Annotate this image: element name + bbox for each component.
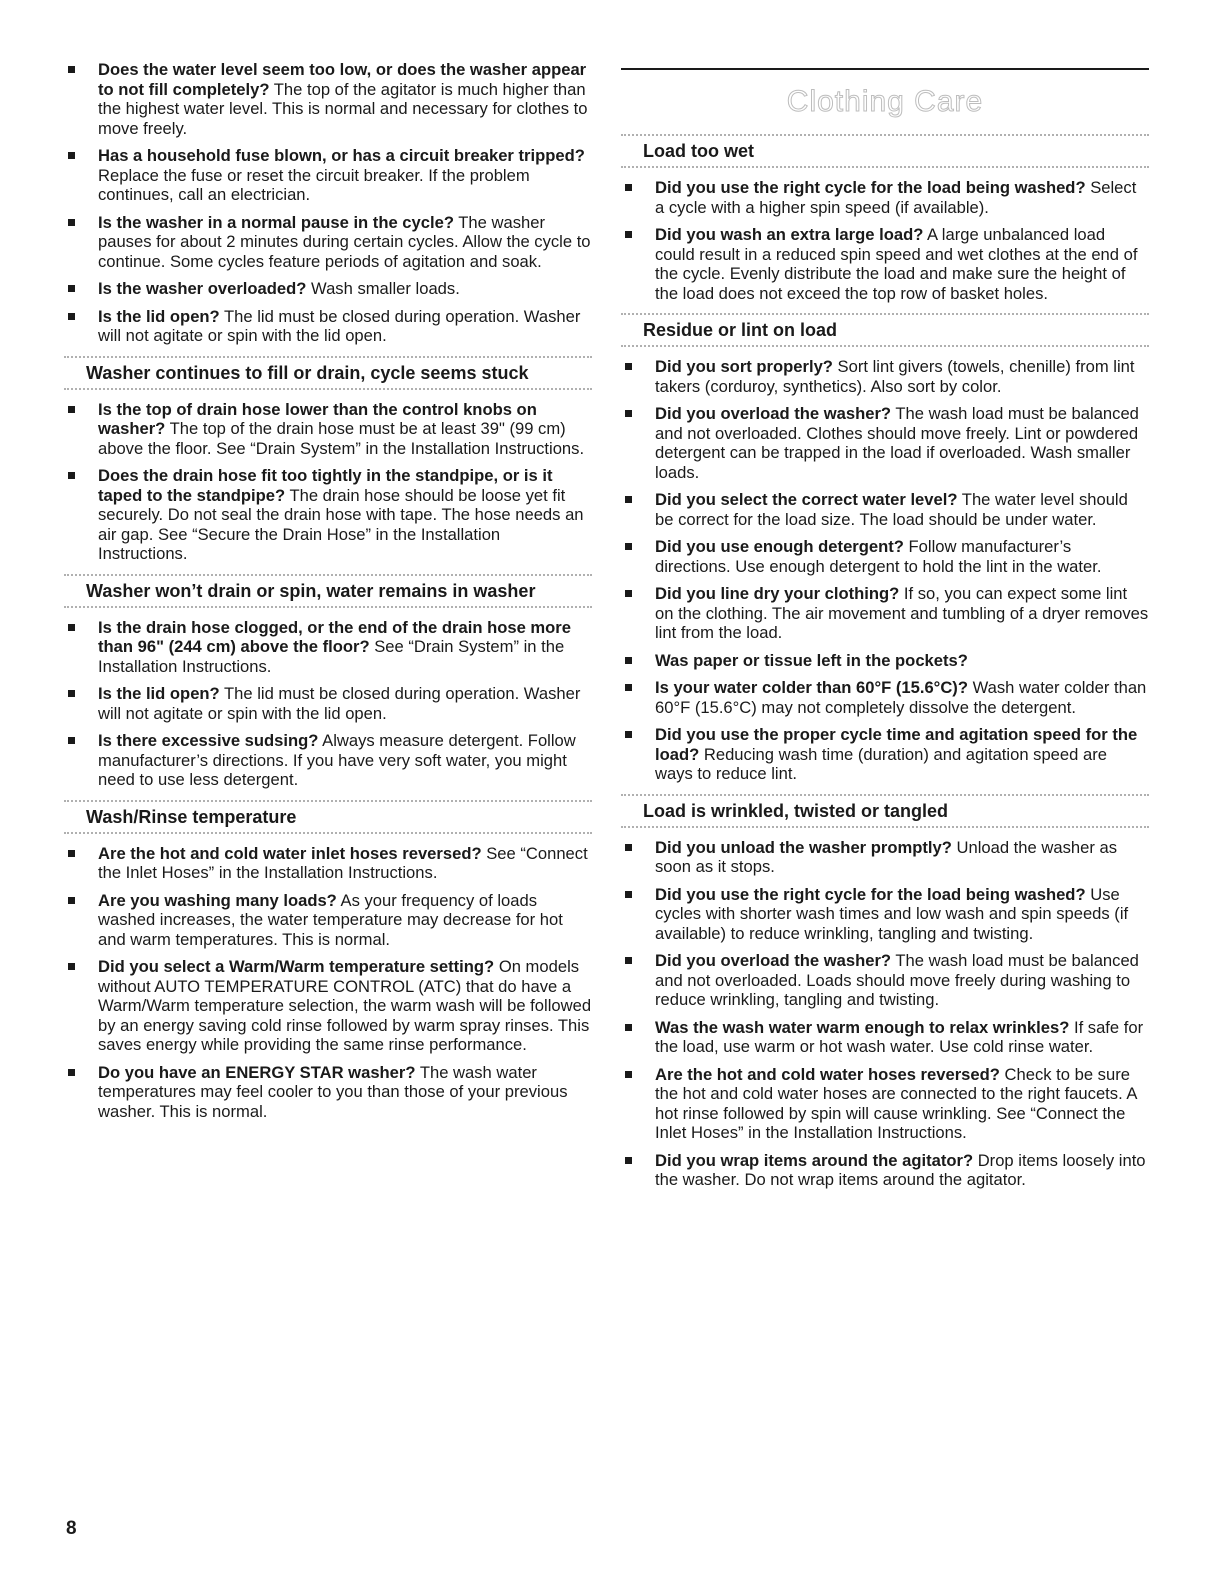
item-answer: Always measure detergent. Follow manufacturer’s directions. If you have very soft water, you might need to use less detergent. [98,731,576,789]
dotted-divider [621,826,1149,828]
dotted-divider [64,388,592,390]
list-item [64,400,592,459]
item-question: Did you use the proper cycle time and agitation speed for the load? [655,725,1138,764]
item-answer: Sort lint givers (towels, chenille) from lint takers (corduroy, synthetics). Also sort by color. [655,357,1135,396]
item-question: Does the drain hose fit too tightly in the standpipe, or is it taped to the standpipe? [98,466,553,505]
section-title-clothing-care: Clothing Care [786,85,984,118]
section-heading: Washer continues to fill or drain, cycle seems stuck [86,362,529,383]
item-question: Is there excessive sudsing? [98,731,319,750]
item-question: Was paper or tissue left in the pockets? [655,650,968,670]
item-answer: Drop items loosely into the washer. Do not wrap items around the agitator. [655,1150,1146,1189]
list-item [64,844,592,883]
item-question: Has a household fuse blown, or has a circuit breaker tripped? [98,146,585,165]
item-answer: Unload the washer as soon as it stops. [655,837,1117,876]
list-item [64,279,592,299]
section-list [621,357,1149,784]
list-item [64,1063,592,1122]
left-sections [64,356,592,1122]
section-list [621,178,1149,303]
item-question: Are the hot and cold water hoses reversed? [655,1064,1000,1084]
item-question: Did you unload the washer promptly? [655,837,952,857]
right-column [621,60,1149,1198]
item-answer: If so, you can expect some lint on the clothing. The air movement and tumbling of a dryer removes lint from the load. [655,584,1149,642]
intro-list [64,60,592,346]
list-item [621,490,1149,529]
section-heading: Load too wet [643,141,754,161]
list-item [64,891,592,950]
item-question: Did you use the right cycle for the load being washed? [655,178,1086,197]
list-item [621,838,1149,877]
item-answer: Follow manufacturer’s directions. Use enough detergent to hold the lint in the water. [655,537,1102,576]
section [64,800,592,1122]
list-item [621,1151,1149,1190]
section-list [64,618,592,790]
dotted-divider [64,832,592,834]
list-item [621,1018,1149,1057]
section [621,794,1149,1190]
item-question: Did you wrap items around the agitator? [655,1150,974,1170]
list-item [621,1065,1149,1143]
item-question: Do you have an ENERGY STAR washer? [98,1062,416,1082]
list-item [621,537,1149,576]
section-list [64,400,592,564]
item-answer: The wash water temperatures may feel cooler to you than those of your previous washer. This is normal. [98,1062,568,1121]
item-answer: Reducing wash time (duration) and agitation speed are ways to reduce lint. [655,744,1107,783]
item-question: Was the wash water warm enough to relax wrinkles? [655,1017,1070,1037]
list-item [621,404,1149,482]
list-item [621,951,1149,1010]
list-item [621,651,1149,671]
section [621,134,1149,303]
item-question: Is the lid open? [98,684,220,703]
item-answer: The wash load must be balanced and not overloaded. Clothes should move freely. Lint or powdered detergent can be trapped in the load if overloaded. Wash smaller loads. [655,404,1139,482]
dotted-divider [621,166,1149,168]
item-question: Did you use the right cycle for the load being washed? [655,884,1086,904]
list-item [621,225,1149,303]
item-question: Did you overload the washer? [655,404,892,423]
list-item [64,731,592,790]
item-answer: Replace the fuse or reset the circuit breaker. If the problem continues, call an electrician. [98,165,530,204]
section-heading: Load is wrinkled, twisted or tangled [643,800,949,821]
item-answer: The water level should be correct for the load size. The load should be under water. [655,490,1128,529]
list-item [621,885,1149,944]
item-question: Is the top of drain hose lower than the control knobs on washer? [98,399,537,438]
item-answer: See “Connect the Inlet Hoses” in the Installation Instructions. [98,843,588,882]
top-rule [621,68,1149,70]
dotted-divider [64,606,592,608]
item-answer: See “Drain System” in the Installation Instructions. [98,637,565,676]
list-item [64,466,592,564]
list-item [64,957,592,1055]
section-heading: Residue or lint on load [643,320,838,340]
item-answer: Wash water colder than 60°F (15.6°C) may not completely dissolve the detergent. [655,678,1147,717]
section-heading: Wash/Rinse temperature [86,806,297,827]
item-question: Did you select a Warm/Warm temperature setting? [98,957,495,976]
item-answer: The washer pauses for about 2 minutes during certain cycles. Allow the cycle to continue. Some cycles feature periods of agitation and soak. [98,212,591,271]
item-question: Is the lid open? [98,306,220,326]
section [64,574,592,790]
item-answer: As your frequency of loads washed increases, the water temperature may decrease for hot and warm temperatures. This is normal. [98,890,563,949]
item-question: Are you washing many loads? [98,890,337,910]
list-item [621,178,1149,217]
item-question: Did you overload the washer? [655,951,892,970]
section-list [621,838,1149,1190]
item-question: Is the drain hose clogged, or the end of the drain hose more than 96" (244 cm) above the floor? [98,617,571,656]
item-question: Is the washer overloaded? [98,279,307,298]
item-answer: The lid must be closed during operation. Washer will not agitate or spin with the lid open. [98,684,581,723]
item-question: Is your water colder than 60°F (15.6°C)? [655,678,968,697]
item-answer: If safe for the load, use warm or hot wash water. Use cold rinse water. [655,1017,1144,1056]
page-number: 8 [66,1518,77,1539]
item-answer: The top of the drain hose must be at least 39" (99 cm) above the floor. See “Drain System” in the Installation Instructions. [98,419,585,458]
item-question: Did you wash an extra large load? [655,225,924,244]
section [64,356,592,564]
item-question: Did you select the correct water level? [655,490,958,509]
item-answer: On models without AUTO TEMPERATURE CONTROL (ATC) that do have a Warm/Warm temperature selection, the warm wash will be followed by an energy saving cold rinse followed by warm spray rinses. This saves energy while providing the same rinse performance. [98,957,592,1054]
list-item [64,684,592,723]
item-answer: Wash smaller loads. [306,279,460,298]
section-list [64,844,592,1122]
right-sections [621,134,1149,1190]
item-answer: Check to be sure the hot and cold water hoses are connected to the right faucets. A hot rinse followed by spin will cause wrinkling. See “Connect the Inlet Hoses” in the Installation Instructions. [655,1064,1137,1142]
section-heading: Washer won’t drain or spin, water remains in washer [86,580,536,601]
item-question: Are the hot and cold water inlet hoses reversed? [98,843,482,863]
item-answer: Select a cycle with a higher spin speed (if available). [655,178,1137,217]
list-item [64,307,592,346]
item-answer: The wash load must be balanced and not overloaded. Loads should move freely during washing to reduce wrinkling, tangling and twisting. [655,951,1139,1009]
item-question: Is the washer in a normal pause in the cycle? [98,212,454,232]
left-column [64,60,592,1129]
item-question: Did you use enough detergent? [655,537,904,556]
list-item [64,146,592,205]
list-item [621,584,1149,643]
item-answer: Use cycles with shorter wash times and low wash and spin speeds (if available) to reduce wrinkling, tangling and twisting. [655,884,1129,943]
list-item [64,213,592,272]
item-answer: The top of the agitator is much higher than the highest water level. This is normal and necessary for clothes to move freely. [98,79,588,138]
item-question: Did you line dry your clothing? [655,584,900,603]
list-item [64,60,592,138]
list-item [621,357,1149,396]
list-item [621,678,1149,717]
dotted-divider [621,345,1149,347]
item-question: Did you sort properly? [655,357,833,376]
item-answer: The lid must be closed during operation. Washer will not agitate or spin with the lid open. [98,306,581,345]
item-answer: A large unbalanced load could result in a reduced spin speed and wet clothes at the end of the cycle. Evenly distribute the load and make sure the height of the load does not exceed the top row of basket holes. [655,225,1138,303]
item-question: Does the water level seem too low, or does the washer appear to not fill completely? [98,60,587,99]
section [621,313,1149,784]
list-item [621,725,1149,784]
item-answer: The drain hose should be loose yet fit securely. Do not seal the drain hose with tape. The hose needs an air gap. See “Secure the Drain Hose” in the Installation Instructions. [98,485,584,563]
list-item [64,618,592,677]
